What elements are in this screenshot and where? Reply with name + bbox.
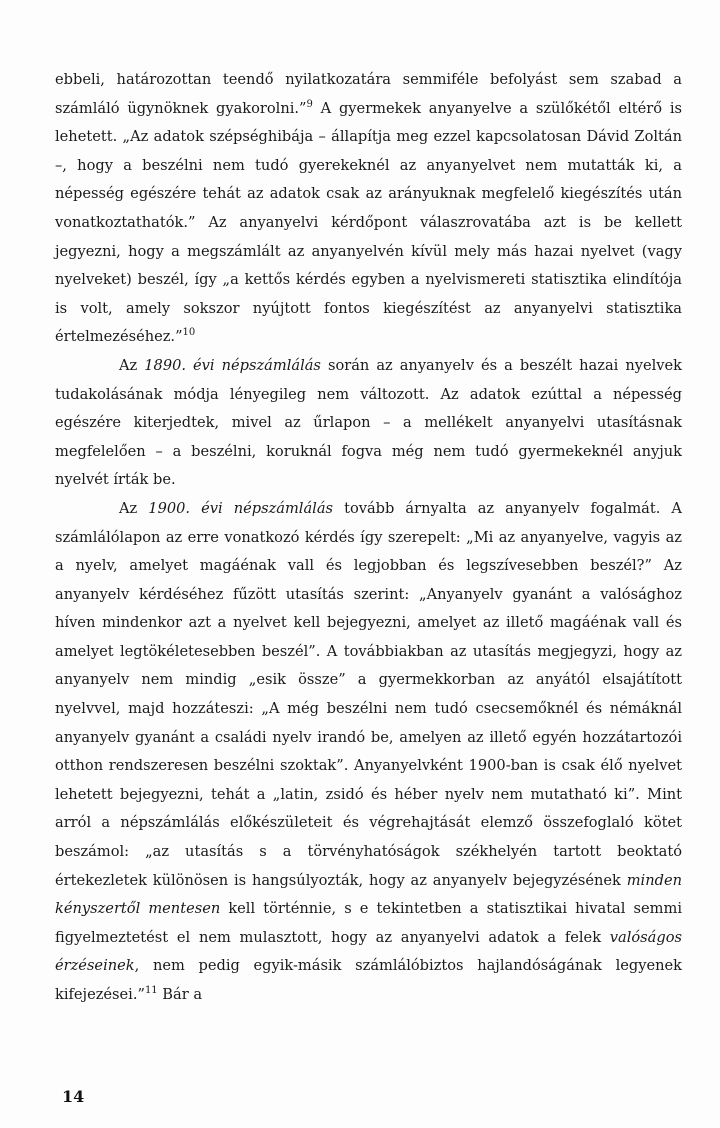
italic-term-1890-census: 1890. évi népszámlálás [144,356,321,374]
body-text [55,66,682,1010]
text-segment: Bár a [157,986,203,1003]
paragraph-3 [55,495,682,1010]
paragraph-1 [55,66,682,352]
italic-term-1900-census: 1900. évi népszámlálás [148,499,334,517]
text-segment: Az [119,499,149,517]
italic-emphasis-coercion: minden kényszertől mentesen [55,871,682,918]
italic-emphasis-feelings: valóságos érzéseinek [55,928,682,975]
text-segment: tovább árnyalta az anyanyelv fogalmát. A számlálólapon az erre vonatkozó kérdés így szerepelt: „Mi az anyanyelve, vagyis az a nyelv, amelyet magáénak vall és legjobban és legszívesebben beszél?” Az anyanyelv kérdéséhez fűzött utasítás szerint: „Anyanyelv gyanánt a valósághoz híven mindenkor azt a nyelvet kell bejegyezni, amelyet az illető magáénak vall és amelyet legtökéletesebben beszél”. A továbbiakban az utasítás megjegyzi, hogy az anyanyelv nem mindig „esik össze” a gyermekkorban az anyától elsajátított nyelvvel, majd hozzáteszi: „A még beszélni nem tudó csecsemőknél és némáknál anyanyelv gyanánt a családi nyelv irandó be, amelyen az illető egyén hozzátartozói otthon rendszeresen beszélni szoktak”. Anyanyelvként 1900-ban is csak élő nyelvet lehetett bejegyezni, tehát a „latin, zsidó és héber nyelv nem mutatható ki”. Mint arról a népszámlálás előkészületeit és végrehajtását elemző összefoglaló kötet beszámol: „az utasítás s a törvényhatóságok székhelyén tartott beoktató értekezletek különösen is hangsúlyozták, hogy az anyanyelv bejegyzésének [55,499,682,889]
text-segment: Az [119,356,145,374]
paragraph-2 [55,352,682,495]
page-number: 14 [62,1087,85,1106]
footnote-marker-10[interactable]: 10 [182,327,196,339]
footnote-marker-9[interactable]: 9 [306,98,313,110]
text-segment: kell történnie, s e tekintetben a statisztikai hivatal semmi figyelmeztetést el nem mulasztott, hogy az anyanyelvi adatok a felek [55,900,682,946]
footnote-marker-11[interactable]: 11 [144,985,158,997]
text-segment: ebbeli, határozottan teendő nyilatkozatára semmiféle befolyást sem szabad a számláló ügynöknek gyakorolni.” [55,71,682,117]
text-segment: , nem pedig egyik-másik számlálóbiztos hajlandóságának legyenek kifejezései.” [55,957,682,1003]
text-segment: A gyermekek anyanyelve a szülőkétől eltérő is lehetett. „Az adatok szépséghibája – állapítja meg ezzel kapcsolatosan Dávid Zoltán –, hogy a beszélni nem tudó gyerekeknél az anyanyelvet nem mutatták ki, a népesség egészére tehát az adatok csak az arányuknak megfelelő kiegészítés után vonatkoztathatók.” Az anyanyelvi kérdőpont válaszrovatába azt is be kellett jegyezni, hogy a megszámlált az anyanyelvén kívül mely más hazai nyelvet (vagy nyelveket) beszél, így „a kettős kérdés egyben a nyelvismereti statisztika elindítója is volt, amely sokszor nyújtott fontos kiegészítést az anyanyelvi statisztika értelmezéséhez.” [55,99,682,346]
text-segment: során az anyanyelv és a beszélt hazai nyelvek tudakolásának módja lényegileg nem változott. Az adatok ezúttal a népesség egészére kiterjedtek, mivel az űrlapon – a mellékelt anyanyelvi utasításnak megfelelően – a beszélni, koruknál fogva még nem tudó gyermekeknél anyjuk nyelvét írták be. [55,356,682,489]
